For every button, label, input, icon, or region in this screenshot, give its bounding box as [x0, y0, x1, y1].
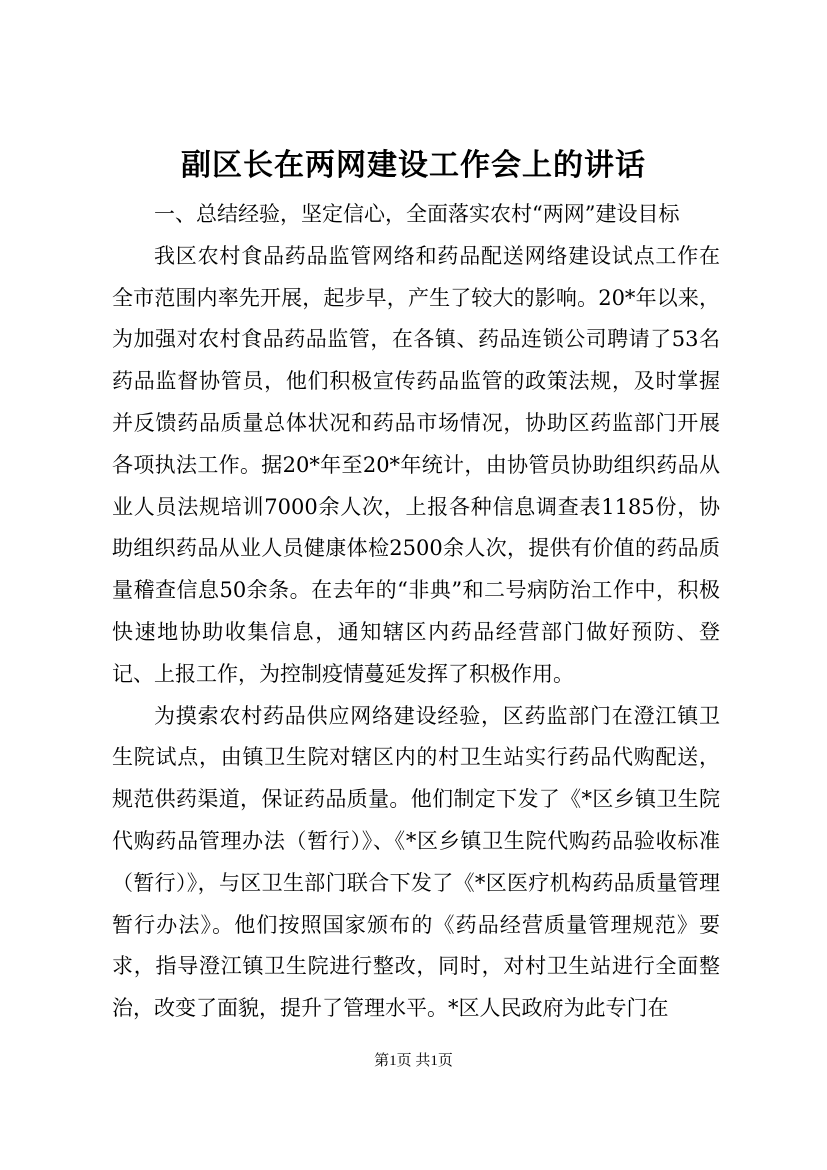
document-title: 副区长在两网建设工作会上的讲话: [181, 148, 646, 183]
body-paragraph-1: 我区农村食品药品监管网络和药品配送网络建设试点工作在全市范围内率先开展，起步早，产生了较大的影响。20*年以来，为加强对农村食品药品监管，在各镇、药品连锁公司聘请了53名药品监督协管员，他们积极宣传药品监管的政策法规，及时掌握并反馈药品质量总体状况和药品市场情况，协助区药监部门开展各项执法工作。据20*年至20*年统计，由协管员协助组织药品从业人员法规培训7000余人次，上报各种信息调查表1185份，协助组织药品从业人员健康体检2500余人次，提供有价值的药品质量稽查信息50余条。在去年的“非典”和二号病防治工作中，积极快速地协助收集信息，通知辖区内药品经营部门做好预防、登记、上报工作，为控制疫情蔓延发挥了积极作用。: [112, 243, 720, 686]
document-body: [112, 194, 720, 1030]
page-footer: 第1页 共1页: [374, 1053, 453, 1069]
body-paragraph-2: 为摸索农村药品供应网络建设经验，区药监部门在澄江镇卫生院试点，由镇卫生院对辖区内的村卫生站实行药品代购配送，规范供药渠道，保证药品质量。他们制定下发了《*区乡镇卫生院代购药品管理办法（暂行）》、《*区乡镇卫生院代购药品验收标准（暂行）》，与区卫生部门联合下发了《*区医疗机构药品质量管理暂行办法》。他们按照国家颁布的《药品经营质量管理规范》要求，指导澄江镇卫生院进行整改，同时，对村卫生站进行全面整治，改变了面貌，提升了管理水平。*区人民政府为此专门在: [112, 703, 720, 1021]
section-heading: 一、总结经验，坚定信心，全面落实农村“两网”建设目标: [154, 202, 680, 226]
